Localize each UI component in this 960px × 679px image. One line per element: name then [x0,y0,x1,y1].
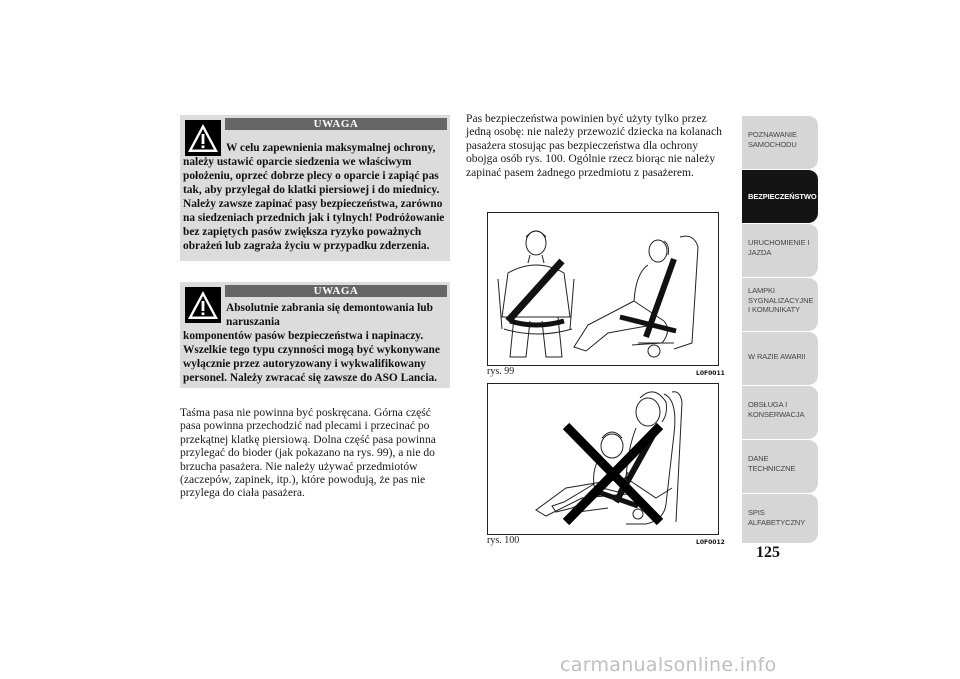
watermark: carmanualsonline.info [560,654,777,676]
single-occupant-paragraph: Pas bezpieczeństwa powinien być użyty tylko przez jedną osobę: nie należy przewozić dziecka na kolanach pasażera stosując pas bezpieczeństwa dla ochrony obojga osób rys. 100. Ogólnie rzecz biorąc nie należy zapinać pasem żadnego przedmiotu z pasażerem. [466,112,722,179]
seatbelt-routing-paragraph: Taśma pasa nie powinna być poskręcana. Górna część pasa powinna przechodzić nad plecami i przecinać po przekątnej klatkę piersiową. Dolna część pasa powinna przylegać do bioder (jak pokazano na rys. 99), a nie do brzucha pasażera. Nie należy używać przedmiotów (zaczepów, zapinek, itp.), które powodują, że pas nie przylega do ciała pasażera. [180,406,436,500]
warning-text [183,141,448,253]
tab-label: URUCHOMIENIE I JAZDA [748,238,810,257]
tab-label: SPIS ALFABETYCZNY [748,508,806,527]
tab-poznawanie-samochodu[interactable] [742,115,818,169]
warning-text-lead: W celu zapewnienia maksymalnej ochrony, [226,142,436,154]
tab-bezpieczenstwo[interactable] [742,169,818,223]
seatbelt-correct-illustration [488,213,718,365]
warning-text-body: komponentów pasów bezpieczeństwa i napinaczy. Wszelkie tego typu czynności mogą być wykonywane wyłącznie przez autoryzowany i wykwalifikowany personel. Należy zwracać się zawsze do ASO Lancia. [183,330,440,384]
figure-caption: rys. 99 [487,366,515,377]
warning-box-tampering [180,282,450,388]
warning-heading: UWAGA [225,118,447,130]
tab-label: POZNAWANIE SAMOCHODU [748,130,797,149]
tab-label: BEZPIECZEŃSTWO [748,192,817,201]
figure-seatbelt-correct [487,212,719,366]
warning-heading: UWAGA [225,285,447,297]
tab-label: DANE TECHNICZNE [748,454,796,473]
tab-dane-techniczne[interactable] [742,439,818,493]
tab-label: OBSŁUGA I KONSERWACJA [748,400,805,419]
figure-seatbelt-wrong [487,383,719,535]
seatbelt-child-on-lap-illustration [488,384,718,534]
warning-text [183,301,448,385]
warning-box-seat-position [180,115,450,261]
tab-lampki-sygnalizacyjne[interactable] [742,277,818,331]
page-number: 125 [756,544,780,561]
figure-code: L0F0012 [696,539,725,546]
tab-obsluga-i-konserwacja[interactable] [742,385,818,439]
warning-text-body: należy ustawić oparcie siedzenia we właściwym położeniu, oprzeć dobrze plecy o oparcie i zapiąć pas tak, aby przylegał do klatki piersiowej i do miednicy. Należy zawsze zapinać pasy bezpieczeństwa, zarówno na siedzeniach przednich jak i tylnych! Podróżowanie bez zapiętych pasów zwiększa ryzyko poważnych obrażeń lub zagraża życiu w przypadku zderzenia. [183,156,445,252]
tab-label: LAMPKI SYGNALIZACYJNE I KOMUNIKATY [748,286,814,314]
warning-text-lead: Absolutnie zabrania się demontowania lub naruszania [226,302,433,328]
figure-caption: rys. 100 [487,535,520,546]
tab-w-razie-awarii[interactable] [742,331,818,385]
tab-spis-alfabetyczny[interactable] [742,493,818,543]
tab-label: W RAZIE AWARII [748,352,806,361]
figure-code: L0F0011 [696,370,725,377]
tab-uruchomienie-i-jazda[interactable] [742,223,818,277]
